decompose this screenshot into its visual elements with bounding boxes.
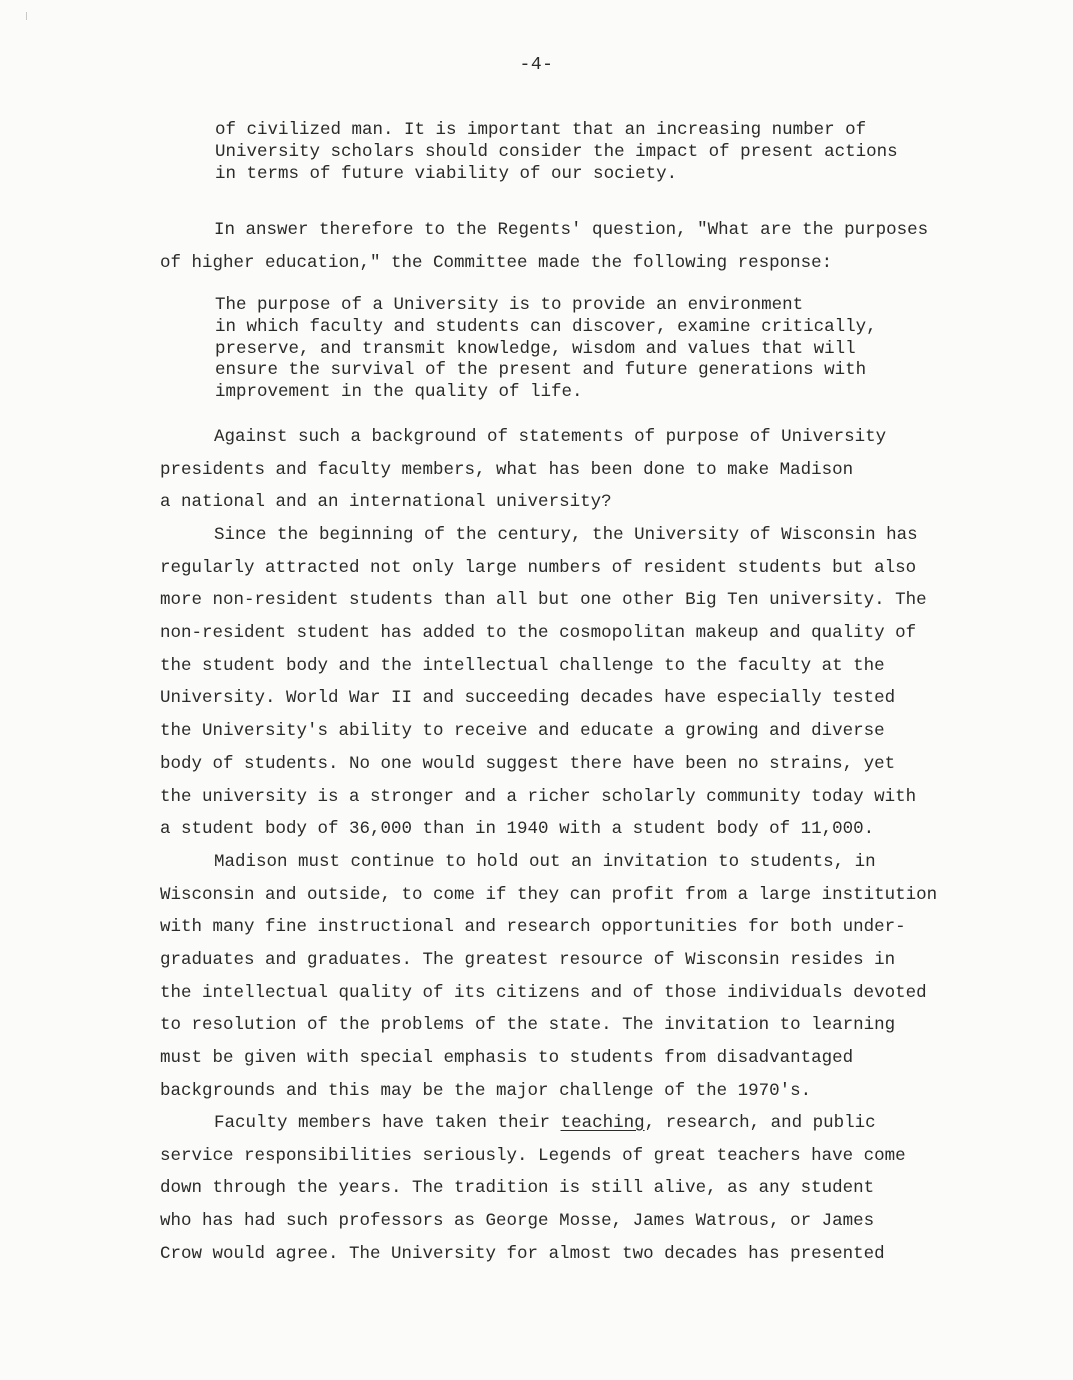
purpose-quote-line: preserve, and transmit knowledge, wisdom and values that will — [215, 338, 856, 359]
paragraph-century — [160, 519, 960, 846]
paragraph-line: Crow would agree. The University for almost two decades has presented — [160, 1243, 885, 1264]
paragraph-line: Against such a background of statements of purpose of University — [214, 427, 887, 447]
paragraph-line: more non-resident students than all but one other Big Ten university. The — [160, 590, 927, 611]
purpose-quote — [215, 295, 955, 404]
paragraph-line: the student body and the intellectual challenge to the faculty at the — [160, 655, 885, 676]
paragraph-line: In answer therefore to the Regents' question, "What are the purposes — [214, 220, 929, 240]
paragraph-line: the intellectual quality of its citizens and of those individuals devoted — [160, 982, 927, 1003]
paragraph-line: presidents and faculty members, what has been done to make Madison — [160, 459, 854, 480]
paragraph-line: down through the years. The tradition is still alive, as any student — [160, 1178, 875, 1199]
paragraph-line: a student body of 36,000 than in 1940 with a student body of 11,000. — [160, 819, 875, 840]
quote-continuation — [215, 120, 955, 185]
paragraph-line: non-resident student has added to the cosmopolitan makeup and quality of — [160, 623, 917, 644]
paragraph-line: who has had such professors as George Mosse, James Watrous, or James — [160, 1211, 875, 1232]
paragraph-line: Wisconsin and outside, to come if they can profit from a large institution — [160, 884, 938, 905]
paragraph-line: graduates and graduates. The greatest resource of Wisconsin resides in — [160, 950, 896, 971]
paragraph-background — [160, 421, 960, 519]
purpose-quote-line: improvement in the quality of life. — [215, 382, 583, 403]
quote-continuation-line: of civilized man. It is important that an increasing number of — [215, 120, 867, 140]
paragraph-line: body of students. No one would suggest there have been no strains, yet — [160, 753, 896, 774]
paragraph-line: University. World War II and succeeding decades have especially tested — [160, 688, 896, 709]
purpose-quote-line: ensure the survival of the present and future generations with — [215, 360, 867, 381]
paragraph-faculty — [160, 1107, 960, 1270]
underlined-word-teaching: teaching — [560, 1113, 645, 1133]
paragraph-line: of higher education," the Committee made the following response: — [160, 252, 833, 273]
paragraph-line: the University's ability to receive and educate a growing and diverse — [160, 721, 885, 742]
paragraph-line: backgrounds and this may be the major challenge of the 1970's. — [160, 1080, 812, 1101]
paragraph-line: service responsibilities seriously. Legends of great teachers have come — [160, 1145, 906, 1166]
paragraph-line: to resolution of the problems of the state. The invitation to learning — [160, 1015, 896, 1036]
paragraph-line: must be given with special emphasis to students from disadvantaged — [160, 1048, 854, 1069]
line-segment: Faculty members have taken their — [214, 1113, 561, 1133]
paragraph-line: a national and an international university? — [160, 492, 612, 513]
paragraph-line: the university is a stronger and a richer scholarly community today with — [160, 786, 917, 807]
purpose-quote-line: in which faculty and students can discover, examine critically, — [215, 316, 877, 337]
scan-mark — [26, 12, 27, 20]
paragraph-line: Since the beginning of the century, the University of Wisconsin has — [214, 525, 918, 545]
page-number: -4- — [519, 55, 554, 75]
quote-continuation-line: in terms of future viability of our society. — [215, 163, 678, 184]
paragraph-line — [160, 1107, 960, 1140]
paragraph-invitation — [160, 846, 960, 1108]
paragraph-answer — [160, 214, 960, 279]
paragraph-line: Madison must continue to hold out an invitation to students, in — [214, 852, 876, 872]
purpose-quote-line: The purpose of a University is to provide an environment — [215, 295, 804, 315]
quote-continuation-line: University scholars should consider the impact of present actions — [215, 141, 898, 162]
line-segment: , research, and public — [644, 1113, 876, 1133]
paragraph-line: regularly attracted not only large numbers of resident students but also — [160, 557, 917, 578]
paragraph-line: with many fine instructional and research opportunities for both under- — [160, 917, 906, 938]
